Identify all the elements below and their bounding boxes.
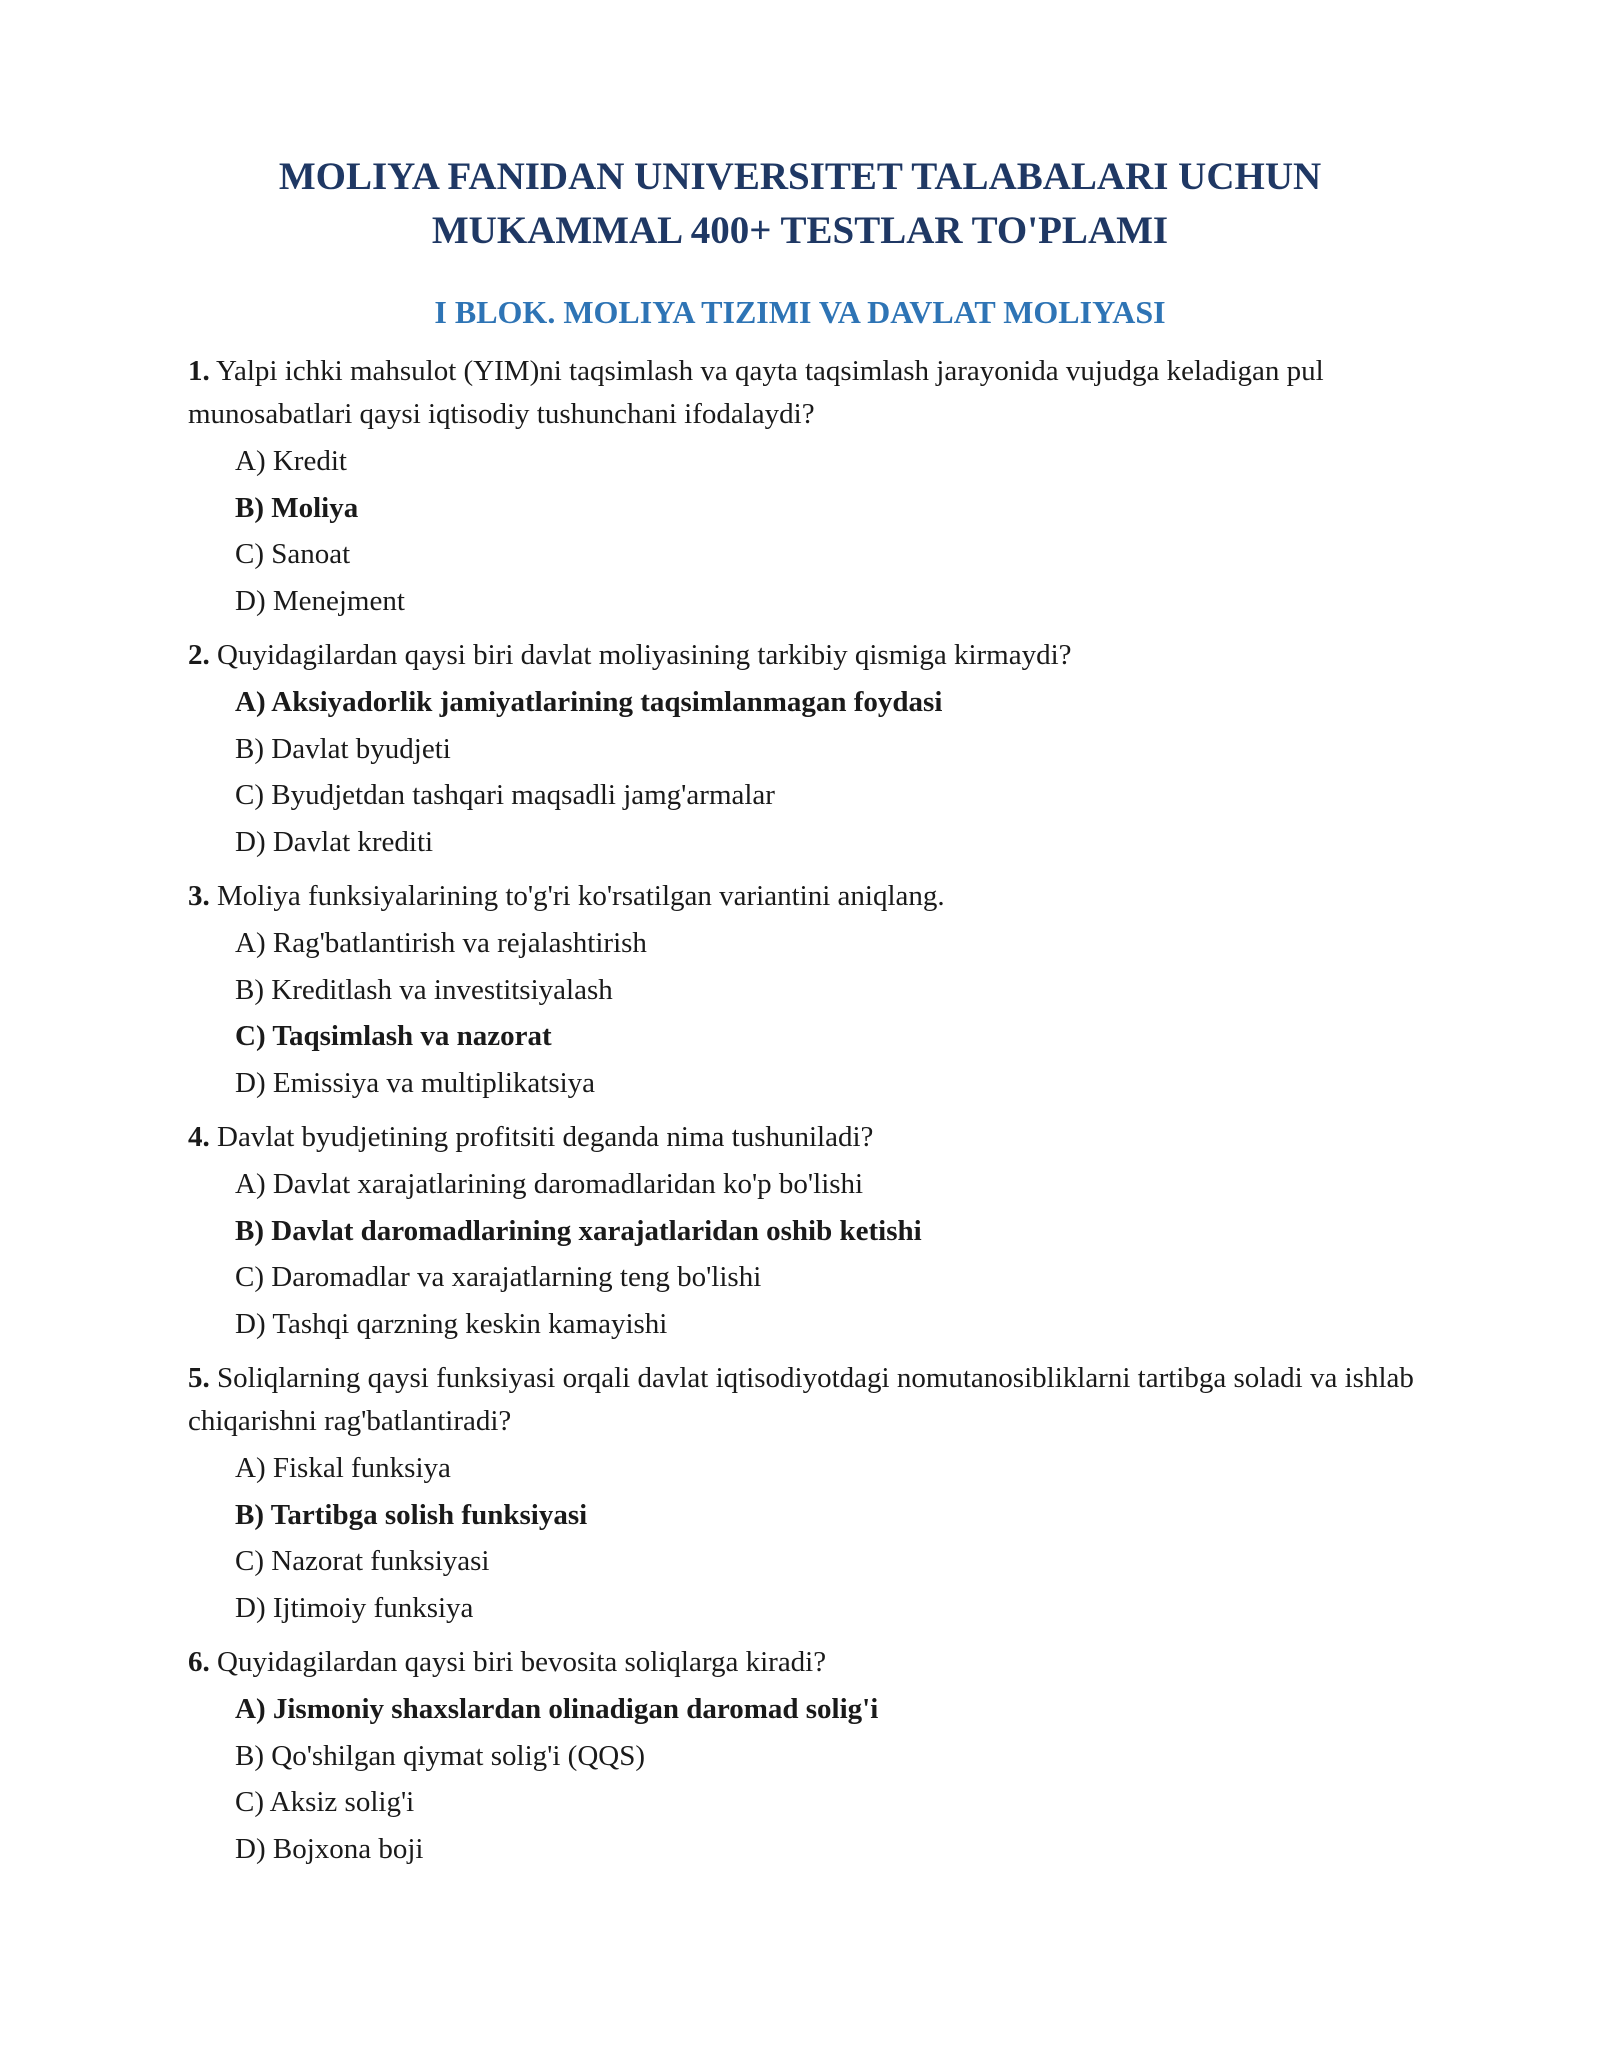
answer-option: D) Tashqi qarzning keskin kamayishi <box>235 1307 668 1340</box>
answer-option-correct: C) Taqsimlash va nazorat <box>235 1020 552 1052</box>
answer-option: D) Emissiya va multiplikatsiya <box>235 1066 596 1099</box>
answer-option: A) Fiskal funksiya <box>235 1452 451 1484</box>
question-text <box>188 875 1418 918</box>
answer-option-correct: A) Jismoniy shaxslardan olinadigan daromad solig'i <box>235 1693 879 1725</box>
document-title-line-2: MUKAMMAL 400+ TESTLAR TO'PLAMI <box>431 209 1169 252</box>
answer-options <box>188 1161 1418 1347</box>
document-title-line-1: MOLIYA FANIDAN UNIVERSITET TALABALARI UCHUN <box>278 155 1322 198</box>
question-item <box>188 634 1418 865</box>
question-stem: Soliqlarning qaysi funksiyasi orqali davlat iqtisodiyotdagi nomutanosibliklarni tartibga soladi va ishlab chiqarishni rag'batlantiradi? <box>188 1362 1414 1437</box>
question-text <box>188 350 1418 436</box>
answer-option: D) Menejment <box>235 584 405 617</box>
question-item <box>188 875 1418 1106</box>
question-number: 2. <box>188 639 210 671</box>
question-item <box>188 1641 1418 1872</box>
question-number: 3. <box>188 880 210 912</box>
question-number: 6. <box>188 1646 210 1678</box>
answer-option: A) Rag'batlantirish va rejalashtirish <box>235 927 647 959</box>
document-title <box>0 150 1600 258</box>
answer-options <box>188 920 1418 1106</box>
question-stem: Yalpi ichki mahsulot (YIM)ni taqsimlash va qayta taqsimlash jarayonida vujudga keladigan pul munosabatlari qaysi iqtisodiy tushunchani ifodalaydi? <box>188 355 1324 430</box>
question-number: 4. <box>188 1121 210 1153</box>
question-stem: Moliya funksiyalarining to'g'ri ko'rsatilgan variantini aniqlang. <box>217 880 945 912</box>
answer-options <box>188 679 1418 865</box>
question-stem: Davlat byudjetining profitsiti deganda nima tushuniladi? <box>217 1121 874 1153</box>
answer-option-correct: B) Tartibga solish funksiyasi <box>235 1498 588 1531</box>
question-number: 5. <box>188 1362 210 1394</box>
answer-option: C) Nazorat funksiyasi <box>235 1545 490 1577</box>
answer-option: B) Qo'shilgan qiymat solig'i (QQS) <box>235 1739 645 1772</box>
question-text <box>188 1357 1418 1443</box>
answer-option: B) Davlat byudjeti <box>235 732 451 765</box>
question-text <box>188 1116 1418 1159</box>
question-list <box>188 350 1418 1882</box>
answer-option-correct: B) Moliya <box>235 491 359 524</box>
answer-option-correct: B) Davlat daromadlarining xarajatlaridan oshib ketishi <box>235 1214 922 1247</box>
answer-option: A) Kredit <box>235 445 347 477</box>
answer-options <box>188 1686 1418 1872</box>
answer-option: D) Davlat krediti <box>235 825 434 858</box>
question-item <box>188 350 1418 624</box>
answer-option: D) Ijtimoiy funksiya <box>235 1591 474 1624</box>
answer-option: C) Aksiz solig'i <box>235 1786 415 1818</box>
answer-option: D) Bojxona boji <box>235 1832 424 1865</box>
answer-option: B) Kreditlash va investitsiyalash <box>235 973 613 1006</box>
section-heading: I BLOK. MOLIYA TIZIMI VA DAVLAT MOLIYASI <box>434 294 1166 330</box>
answer-options <box>188 1445 1418 1631</box>
answer-option-correct: A) Aksiyadorlik jamiyatlarining taqsimlanmagan foydasi <box>235 686 943 718</box>
question-stem: Quyidagilardan qaysi biri bevosita soliqlarga kiradi? <box>217 1646 827 1678</box>
question-item <box>188 1116 1418 1347</box>
question-item <box>188 1357 1418 1631</box>
answer-option: C) Daromadlar va xarajatlarning teng bo'lishi <box>235 1261 762 1293</box>
answer-option: C) Sanoat <box>235 538 351 570</box>
question-text <box>188 1641 1418 1684</box>
answer-option: A) Davlat xarajatlarining daromadlaridan ko'p bo'lishi <box>235 1168 864 1200</box>
question-number: 1. <box>188 355 210 387</box>
answer-options <box>188 438 1418 624</box>
question-text <box>188 634 1418 677</box>
answer-option: C) Byudjetdan tashqari maqsadli jamg'armalar <box>235 779 775 811</box>
question-stem: Quyidagilardan qaysi biri davlat moliyasining tarkibiy qismiga kirmaydi? <box>217 639 1072 671</box>
